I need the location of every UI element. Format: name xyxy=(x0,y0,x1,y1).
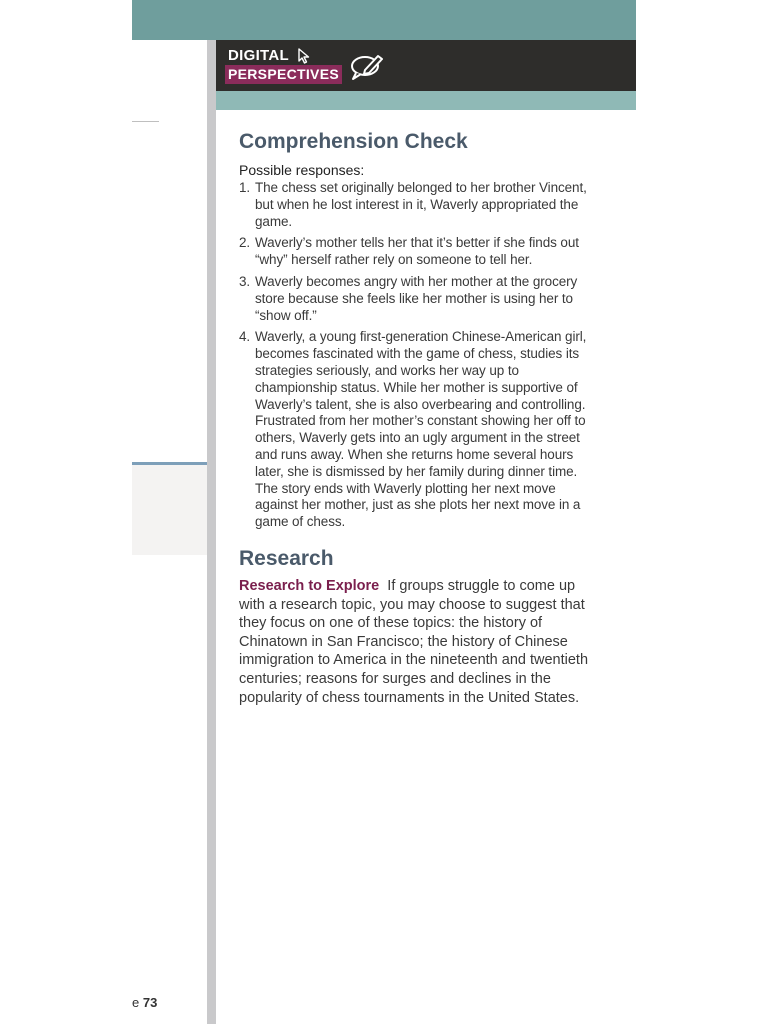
banner-perspectives-label: PERSPECTIVES xyxy=(225,65,342,84)
responses-list xyxy=(239,180,589,531)
comprehension-check-heading: Comprehension Check xyxy=(239,130,468,153)
banner-digital-label: DIGITAL xyxy=(228,47,289,64)
list-item: 3. Waverly becomes angry with her mother at the grocery store because she feels like her mother is using her to “show off.” xyxy=(239,273,578,323)
research-paragraph xyxy=(239,577,589,707)
list-item: 4. Waverly, a young first-generation Chinese-American girl, becomes fascinated with the game of chess, studies its strategies seriously, and works her way up to championship status. While her mother is supportive of Waverly’s talent, she is also overbearing and controlling. Frustrated from her mother’s constant showing her off to others, Waverly gets into an ugly argument in the street and runs away. When she returns home several hours later, she is dismissed by her family during dinner time. The story ends with Waverly plotting her next move against her mother, just as she plots her next move in a game of chess. xyxy=(239,329,587,530)
list-item: 1. The chess set originally belonged to her brother Vincent, but when he lost interest in it, Waverly appropriated the game. xyxy=(239,180,587,229)
possible-responses-label: Possible responses: xyxy=(239,162,365,178)
page-margin-bar xyxy=(207,40,216,1024)
page-number: e 73 xyxy=(132,995,158,1010)
left-panel-rule xyxy=(132,121,159,122)
research-heading: Research xyxy=(239,546,334,570)
main-content xyxy=(239,130,589,707)
left-sidebar-box xyxy=(132,465,207,555)
research-to-explore-label: Research to Explore xyxy=(239,577,380,594)
top-teal-strip xyxy=(132,0,636,40)
research-body-text: If groups struggle to come up with a research topic, you may choose to suggest that they focus on one of these topics: the history of Chinatown in San Francisco; the history of Chinese immigration to America in the nineteenth and twentieth centuries; reasons for surges and declines in the popularity of chess tournaments in the United States. xyxy=(239,577,589,706)
banner-teal-strip xyxy=(216,91,636,110)
list-item: 2. Waverly’s mother tells her that it’s better if she finds out “why” herself rather rely on someone to tell her. xyxy=(239,235,579,268)
speech-bubble-pencil-icon xyxy=(350,50,386,87)
